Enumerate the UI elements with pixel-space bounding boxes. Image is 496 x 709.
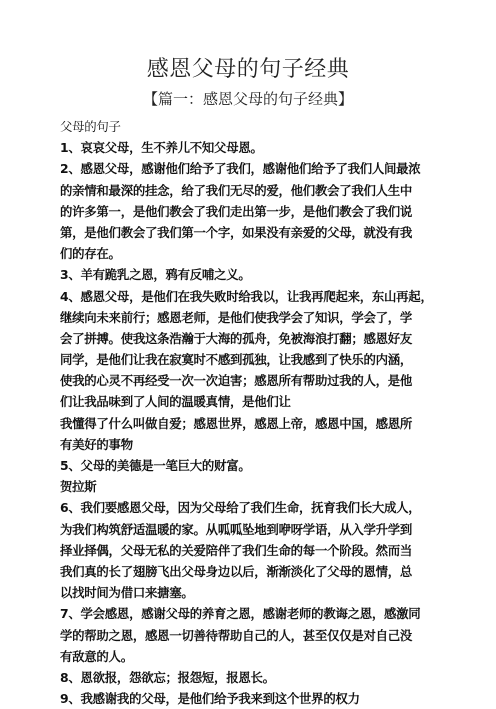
body-line: 第，是他们教会了我们第一个字，如果没有亲爱的父母，就没有我 bbox=[60, 224, 413, 240]
body-line: 父母的句子 bbox=[60, 119, 121, 134]
body-line: 6、我们要感恩父母，因为父母给了我们生命，抚育我们长大成人， bbox=[60, 500, 421, 516]
body-line: 继续向未来前行；感恩老师，是他们使我学会了知识，学会了，学 bbox=[60, 309, 413, 325]
body-line: 4、感恩父母，是他们在我失败时给我以，让我再爬起来，东山再起， bbox=[60, 288, 433, 304]
body-line: 有敌意的人。 bbox=[60, 648, 133, 664]
body-line: 们让我品味到了人间的温暖真情，是他们让 bbox=[60, 394, 291, 410]
body-line: 的亲情和最深的挂念，给了我们无尽的爱，他们教会了我们人生中 bbox=[60, 182, 413, 198]
body-line: 们的存在。 bbox=[60, 246, 121, 262]
body-line: 9、我感谢我的父母，是他们给予我来到这个世界的权力 bbox=[60, 691, 360, 707]
body-line: 的许多第一，是他们教会了我们走出第一步，是他们教会了我们说 bbox=[60, 203, 413, 219]
body-line: 8、恩欲报，怨欲忘；报怨短，报恩长。 bbox=[60, 669, 275, 685]
body-line: 7、学会感恩，感谢父母的养育之恩，感谢老师的教诲之恩，感激同 bbox=[60, 606, 421, 622]
body-line: 3、羊有跪乳之恩，鸦有反哺之义。 bbox=[60, 267, 251, 283]
body-line: 5、父母的美德是一笔巨大的财富。 bbox=[60, 458, 251, 473]
body-line: 为我们构筑舒适温暖的家。从呱呱坠地到咿呀学语，从入学升学到 bbox=[60, 521, 413, 537]
body-line: 择业择偶，父母无私的关爱陪伴了我们生命的每一个阶段。然而当 bbox=[60, 542, 413, 558]
body-line: 会了拼搏。使我这条浩瀚于大海的孤舟，免被海浪打翻；感恩好友 bbox=[60, 330, 413, 346]
body-line: 2、感恩父母，感谢他们给予了我们，感谢他们给予了我们人间最浓 bbox=[60, 161, 421, 177]
body-line: 我懂得了什么叫做自爱；感恩世界，感恩上帝，感恩中国，感恩所 bbox=[60, 415, 413, 431]
body-line: 贺拉斯 bbox=[60, 479, 97, 495]
body-line: 我们真的长了翅膀飞出父母身边以后，渐渐淡化了父母的恩情，总 bbox=[60, 563, 413, 579]
section-heading: 【篇一：感恩父母的句子经典】 bbox=[142, 90, 353, 108]
document-title: 感恩父母的句子经典 bbox=[146, 57, 350, 82]
body-line: 使我的心灵不再经受一次一次迫害；感恩所有帮助过我的人，是他 bbox=[60, 373, 413, 389]
body-line: 以找时间为借口来搪塞。 bbox=[60, 585, 194, 601]
body-line: 1、哀哀父母，生不养儿不知父母恩。 bbox=[60, 140, 263, 156]
body-line: 学的帮助之恩，感恩一切善待帮助自己的人，甚至仅仅是对自己没 bbox=[60, 627, 413, 643]
body-line: 同学，是他们让我在寂寞时不感到孤独，让我感到了快乐的内涵， bbox=[60, 352, 413, 368]
body-text bbox=[60, 116, 450, 707]
body-line: 有美好的事物 bbox=[60, 436, 133, 452]
